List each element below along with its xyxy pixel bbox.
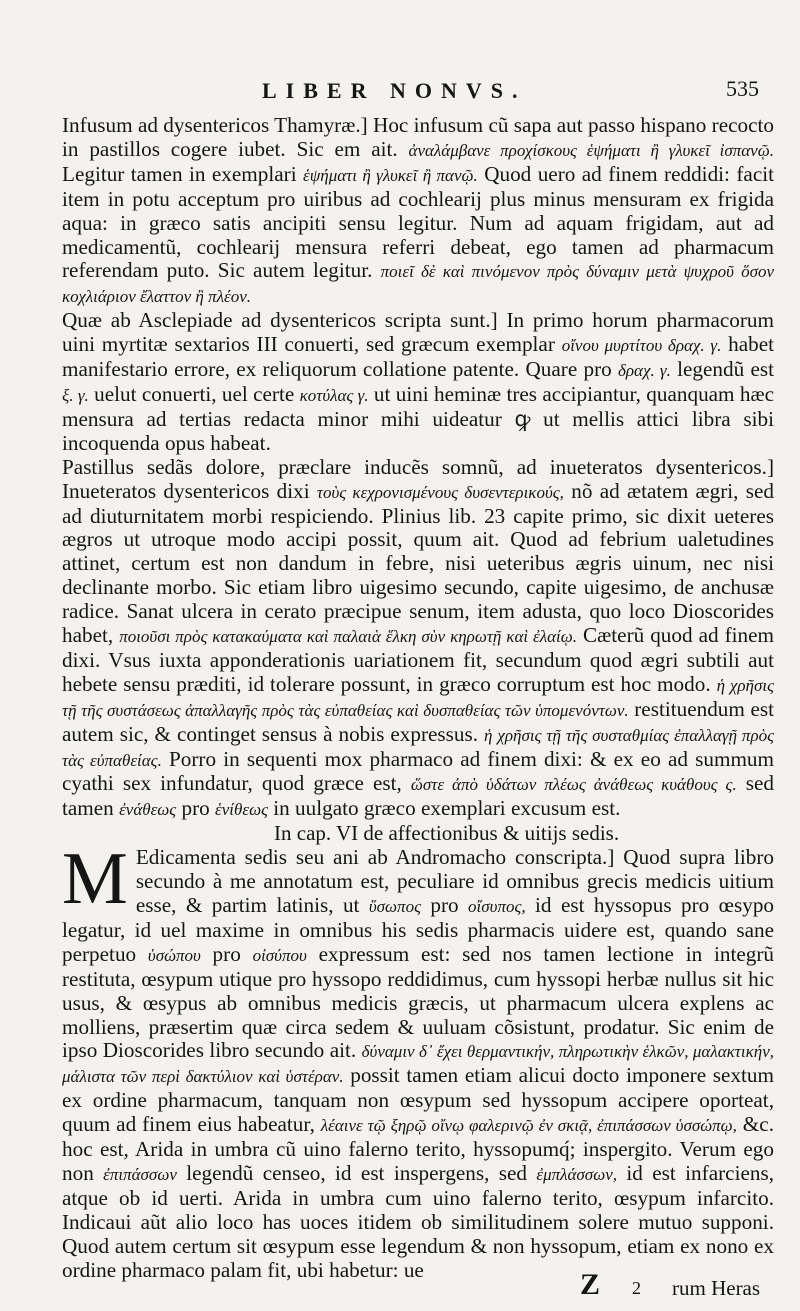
page-header <box>0 72 800 112</box>
greek-quotation: ὕσωπος <box>368 897 421 916</box>
latin-text: Quod uero ad finem reddidi: facit item in potu acceptum pro uiribus ad cochlearij plus minus mensuram ex frigida aqua: in græco satis ancipiti sensu legitur. Num ad aquam frigidam, aut ad medicamentũ, cochlearij mensura referri debeat, ego tamen ad pharmacum referendam puto. Sic autem legitur. <box>62 161 775 283</box>
latin-text: nõ ad ætatem ægri, sed ad diuturnitatem morbi respiciendo. Plinius lib. 23 capite primo, sic dixit ueteres ægros ut utroque modo accipi possit, quum ait. Quod ad febrium ualetudines attinet, certum est non dandum in febre, nisi ueteribus ægris uinum, nec nisi declinante morbo. Sic etiam libro uigesimo secundo, capite uigesimo, de anchusæ radice. Sanat ulcera in cerato præcipue senum, item adusta, quo loco Dioscorides habet, <box>62 478 774 648</box>
greek-quotation: λέαινε τῷ ξηρῷ οἴνῳ φαλερινῷ ἐν σκιᾷ, ἐπιπάσσων ὑσσώπῳ, <box>320 1116 737 1136</box>
greek-quotation: οἴσυπος, <box>468 897 526 916</box>
paragraph <box>62 456 774 823</box>
greek-quotation: ἐπιπάσσων <box>103 1164 177 1184</box>
latin-text: habet manifestario errore, ex reliquorum collatione patente. Quare pro <box>62 332 774 382</box>
latin-text: sed tamen <box>62 771 775 821</box>
greek-quotation: οἰσύπου <box>252 945 307 965</box>
paragraph-with-initial <box>62 838 775 1282</box>
text-body <box>62 114 774 1283</box>
greek-quotation: ἑνίθεως <box>215 800 268 820</box>
greek-quotation: ξ. γ. <box>62 385 89 405</box>
section-heading: In cap. VI de affectionibus & uitijs sedis. <box>274 821 620 846</box>
greek-quotation: ἡ χρῆσις τῇ τῆς συσταθμίας ἐπαλλαγῇ πρὸς τὰς εὐπαθείας. <box>62 725 774 770</box>
latin-text: restituendum est autem sic, & continget sensus à nobis expressus. <box>62 696 774 746</box>
greek-quotation: ἐμπλάσσων, <box>536 1164 617 1184</box>
latin-text: id est hyssopus pro œsypo legatur, id uel maxime in omnibus his sedis pharmacis uidere est, quando sane perpetuo <box>62 893 774 966</box>
greek-quotation: ὥστε ἀπὸ ὑδάτων πλέως ἀνάθεως κυάθους ς. <box>410 775 737 795</box>
greek-quotation: ἐνάθεως <box>119 800 177 820</box>
latin-text: Edicamenta sedis seu ani ab Andromacho conscripta.] Quod supra libro secundo à me annotatum est, peculiare id omnibus grecis medicis uitium esse, & partim latinis, ut <box>135 845 774 917</box>
greek-quotation: ποιεῖ δὲ καὶ πινόμενον πρὸς δύναμιν μετὰ ψυχροῦ ὅσον κοχλιάριον ἔλαττον ἢ πλέον. <box>62 262 774 307</box>
greek-quotation: ὑσώπου <box>147 945 201 965</box>
running-title: LIBER NONVS. <box>262 78 527 103</box>
greek-quotation: οἴνου μυρτίτου δραχ. γ. <box>561 336 722 356</box>
signature-mark: Z <box>580 1268 601 1301</box>
latin-text: Legitur tamen in exemplari <box>62 161 304 186</box>
latin-text: Quæ ab Asclepiade ad dysentericos scripta sunt.] In primo horum pharmacorum uini myrtitæ sextarios III conuerti, sed græcum exemplar <box>62 308 774 357</box>
latin-text: ut uini heminæ tres accipiantur, quanquam hæc mensura ad tertias redacta minor mihi uideatur ꝙ ut mellis attici libra sibi incoquenda opus habeat. <box>62 381 775 455</box>
latin-text: Cæterũ quod ad finem dixi. Vsus iuxta apponderationis uariationem fit, secundum quod ægri subtili aut hebete sensu præditi, id tolerare possunt, in græco corruptum est hoc modo. <box>62 623 774 696</box>
greek-quotation: ἡ χρῆσις τῇ τῆς συστάσεως ἀπαλλαγῆς πρὸς τὰς εὐπαθείας καὶ δυσπαθείας τῶν ὑπομενόντων. <box>62 675 774 720</box>
latin-text: Pastillus sedãs dolore, præclare inducẽs somnũ, ad inueteratos dysentericos.] Inueteratos dysentericos dixi <box>62 454 774 503</box>
drop-cap-initial: M <box>62 838 128 921</box>
paragraph <box>62 309 774 455</box>
latin-text: &c. hoc est, Arida in umbra cũ uino falerno terito, hyssopumq́; inspergito. Verum ego non <box>62 1112 774 1185</box>
catchword: rum Heras <box>672 1276 761 1300</box>
greek-quotation: τοὺς κεχρονισμένους δυσεντερικούς, <box>316 482 564 502</box>
paragraph <box>62 114 774 309</box>
latin-text: legendũ censeo, id est inspergens, sed <box>176 1160 537 1185</box>
greek-quotation: ποιοῦσι πρὸς κατακαύματα καὶ παλαιὰ ἕλκη σὺν κηρωτῇ καὶ ἐλαίῳ. <box>119 627 578 647</box>
latin-text: in uulgato græco exemplari excusum est. <box>267 796 621 821</box>
page-footer <box>0 1268 800 1304</box>
latin-text: Porro in sequenti mox pharmaco ad finem dixi: & ex eo ad summum cyathi sex infundatur, quod græce est, <box>62 746 774 796</box>
signature-number: 2 <box>632 1278 641 1298</box>
page-number: 535 <box>726 76 759 101</box>
latin-text: id est infarciens, atque ob id uerti. Arida in umbra cum uino falerno terito, œsypum infarcito. Indicaui aũt alio loco has uoces itidem ob similitudinem solere mutuo supponi. Quod autem certum sit œsypum esse legendum & non hyssopum, etiam ex nono ex ordine pharmaco palam fit, ubi habetur: ue <box>62 1160 775 1282</box>
latin-text: Infusum ad dysentericos Thamyræ.] Hoc infusum cũ sapa aut passo hispano recocto in pastillos cogere iubet. Sic em ait. <box>62 113 774 161</box>
greek-quotation: δραχ. γ. <box>617 361 671 381</box>
latin-text: uelut conuerti, uel certe <box>88 381 300 406</box>
greek-quotation: κοτύλας γ. <box>299 385 369 405</box>
latin-text: pro <box>420 893 469 917</box>
latin-text: pro <box>200 941 253 966</box>
latin-text: pro <box>176 796 216 821</box>
latin-text: legendũ est <box>670 357 774 382</box>
latin-text: expressum est: sed nos tamen lectione in integrũ restituta, œsypum utique pro hyssopo reddidimus, cum hyssopi herbæ nullus sit hic usus, & œsypus ab omnibus medicis græcis, ut pharmacum ulcera explens ac molliens, præsertim quæ circa sedem & uuluam cõsistunt, prodatur. Sic enim de ipso Dioscorides libro secundo ait. <box>62 941 774 1063</box>
latin-text: possit tamen etiam alicui docto imponere sextum ex ordine pharmacum, tanquam non œsypum sed hyssopum accipere oporteat, quum ad finem eius habeatur, <box>62 1063 774 1137</box>
final-paragraph-text <box>62 838 775 1282</box>
greek-quotation: ἑψήματι ἢ γλυκεῖ ἢ πανῷ. <box>303 165 478 185</box>
greek-quotation: ἀναλάμβανε προχίσκους ἑψήματι ἢ γλυκεῖ ἰσπανῷ. <box>408 140 774 160</box>
greek-quotation: δύναμιν δ᾽ ἔχει θερμαντικήν, πληρωτικὴν ἑλκῶν, μαλακτικήν, μάλιστα τῶν περὶ δακτύλιον καὶ ὑστέραν. <box>62 1042 774 1087</box>
